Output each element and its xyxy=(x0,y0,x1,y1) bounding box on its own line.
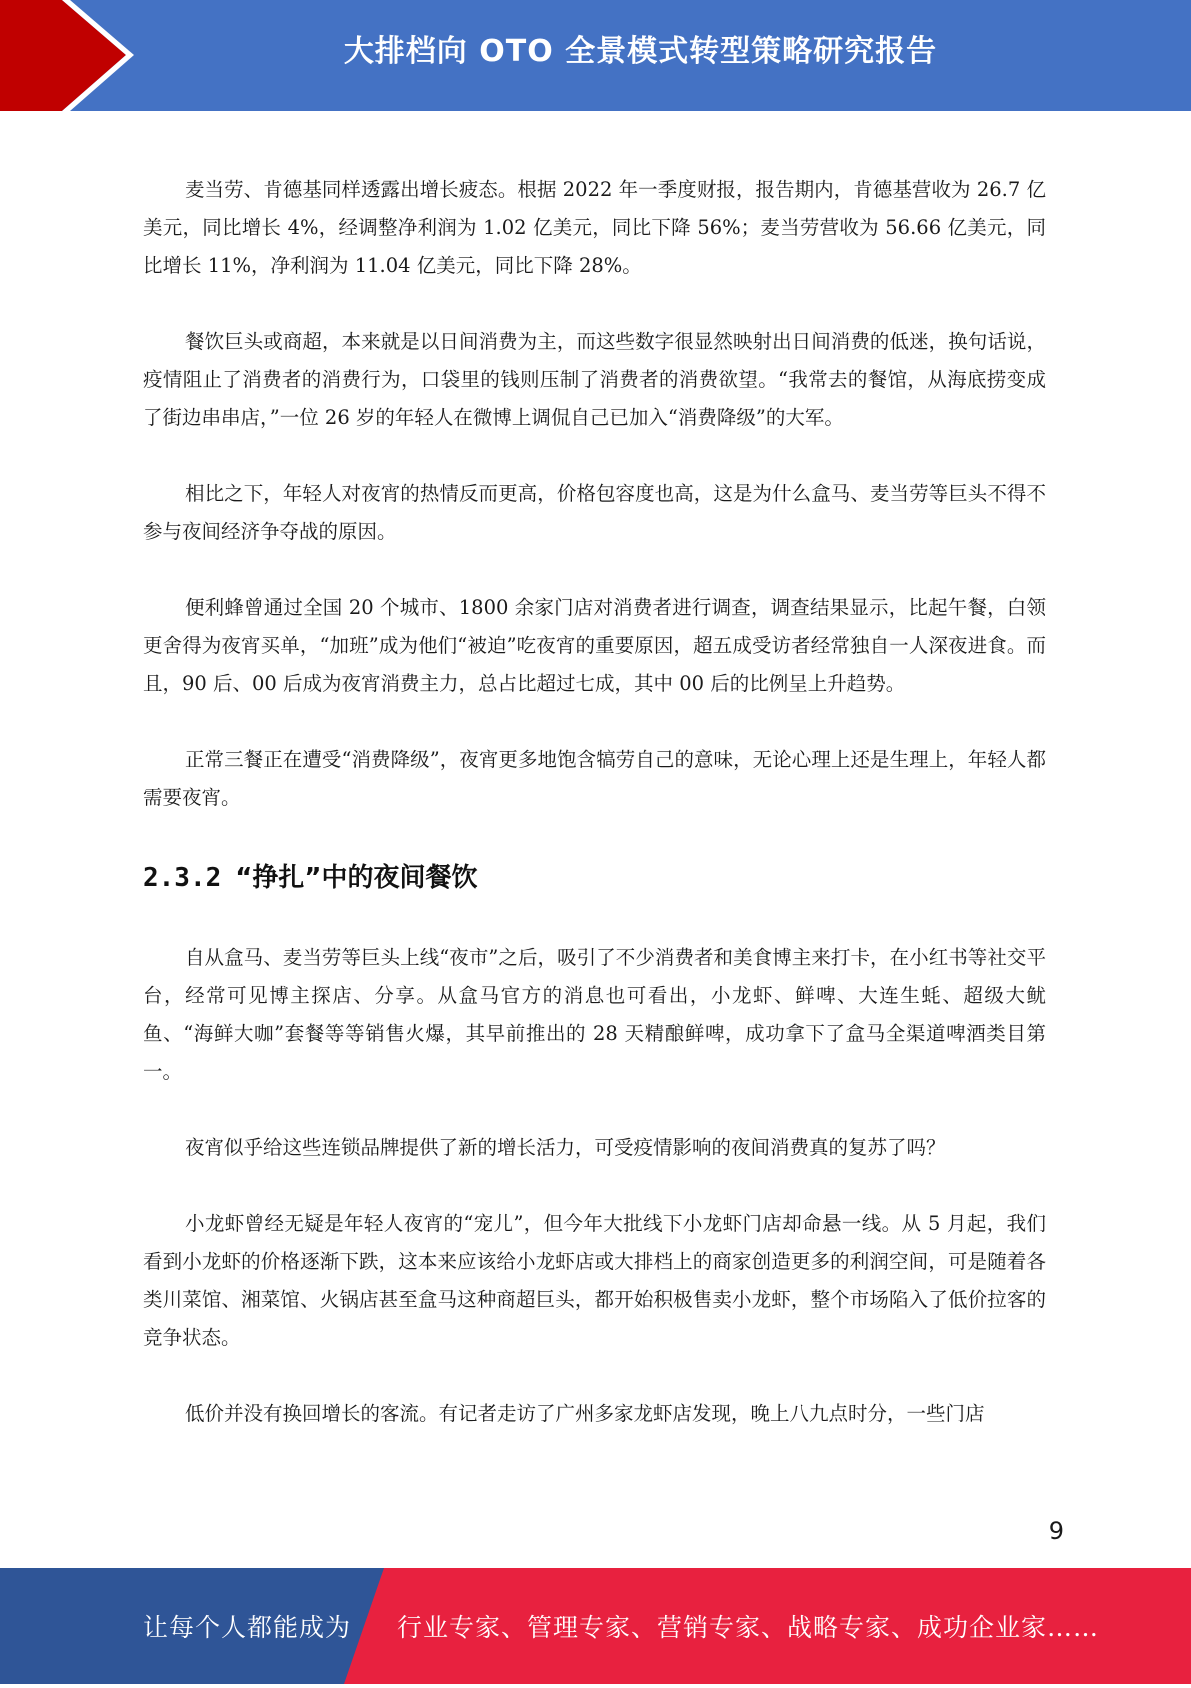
paragraph: 麦当劳、肯德基同样透露出增长疲态。根据 2022 年一季度财报，报告期内，肯德基营收为 26.7 亿美元，同比增长 4%，经调整净利润为 1.02 亿美元，同比下降 56%；麦当劳营收为 56.66 亿美元，同比增长 11%，净利润为 11.04 亿美元，同比下降 28%。 xyxy=(143,178,1046,277)
paragraph: 低价并没有换回增长的客流。有记者走访了广州多家龙虾店发现，晚上八九点时分，一些门店 xyxy=(185,1402,985,1425)
paragraph: 便利蜂曾通过全国 20 个城市、1800 余家门店对消费者进行调查，调查结果显示，比起午餐，白领更舍得为夜宵买单，“加班”成为他们“被迫”吃夜宵的重要原因，超五成受访者经常独自一人深夜进食。而且，90 后、00 后成为夜宵消费主力，总占比超过七成，其中 00 后的比例呈上升趋势。 xyxy=(143,596,1046,695)
page-number: 9 xyxy=(1048,1517,1064,1545)
page-header xyxy=(0,0,1191,111)
section-title: “挣扎”中的夜间餐饮 xyxy=(235,863,478,893)
paragraph: 正常三餐正在遭受“消费降级”，夜宵更多地饱含犒劳自己的意味，无论心理上还是生理上，年轻人都需要夜宵。 xyxy=(143,748,1046,809)
paragraph: 夜宵似乎给这些连锁品牌提供了新的增长活力，可受疫情影响的夜间消费真的复苏了吗？ xyxy=(185,1136,946,1159)
document-body xyxy=(143,171,1046,1433)
report-title: 大排档向 OTO 全景模式转型策略研究报告 xyxy=(343,34,938,69)
section-heading xyxy=(143,853,1046,903)
paragraph: 餐饮巨头或商超，本来就是以日间消费为主，而这些数字很显然映射出日间消费的低迷，换句话说，疫情阻止了消费者的消费行为，口袋里的钱则压制了消费者的消费欲望。“我常去的餐馆，从海底捞变成了街边串串店，”一位 26 岁的年轻人在微博上调侃自己已加入“消费降级”的大军。 xyxy=(143,330,1046,429)
page-footer xyxy=(0,1568,1191,1684)
paragraph: 小龙虾曾经无疑是年轻人夜宵的“宠儿”，但今年大批线下小龙虾门店却命悬一线。从 5 月起，我们看到小龙虾的价格逐渐下跌，这本来应该给小龙虾店或大排档上的商家创造更多的利润空间，可是随着各类川菜馆、湘菜馆、火锅店甚至盒马这种商超巨头，都开始积极售卖小龙虾，整个市场陷入了低价拉客的竞争状态。 xyxy=(143,1212,1046,1349)
paragraph: 相比之下，年轻人对夜宵的热情反而更高，价格包容度也高，这是为什么盒马、麦当劳等巨头不得不参与夜间经济争夺战的原因。 xyxy=(143,482,1046,543)
footer-slogan-right: 行业专家、管理专家、营销专家、战略专家、成功企业家…… xyxy=(397,1613,1100,1642)
section-number: 2.3.2 xyxy=(143,863,222,893)
footer-slogan-left: 让每个人都能成为 xyxy=(143,1613,352,1642)
paragraph: 自从盒马、麦当劳等巨头上线“夜市”之后，吸引了不少消费者和美食博主来打卡，在小红书等社交平台，经常可见博主探店、分享。从盒马官方的消息也可看出，小龙虾、鲜啤、大连生蚝、超级大鱿鱼、“海鲜大咖”套餐等等销售火爆，其早前推出的 28 天精酿鲜啤，成功拿下了盒马全渠道啤酒类目第一。 xyxy=(143,946,1046,1083)
